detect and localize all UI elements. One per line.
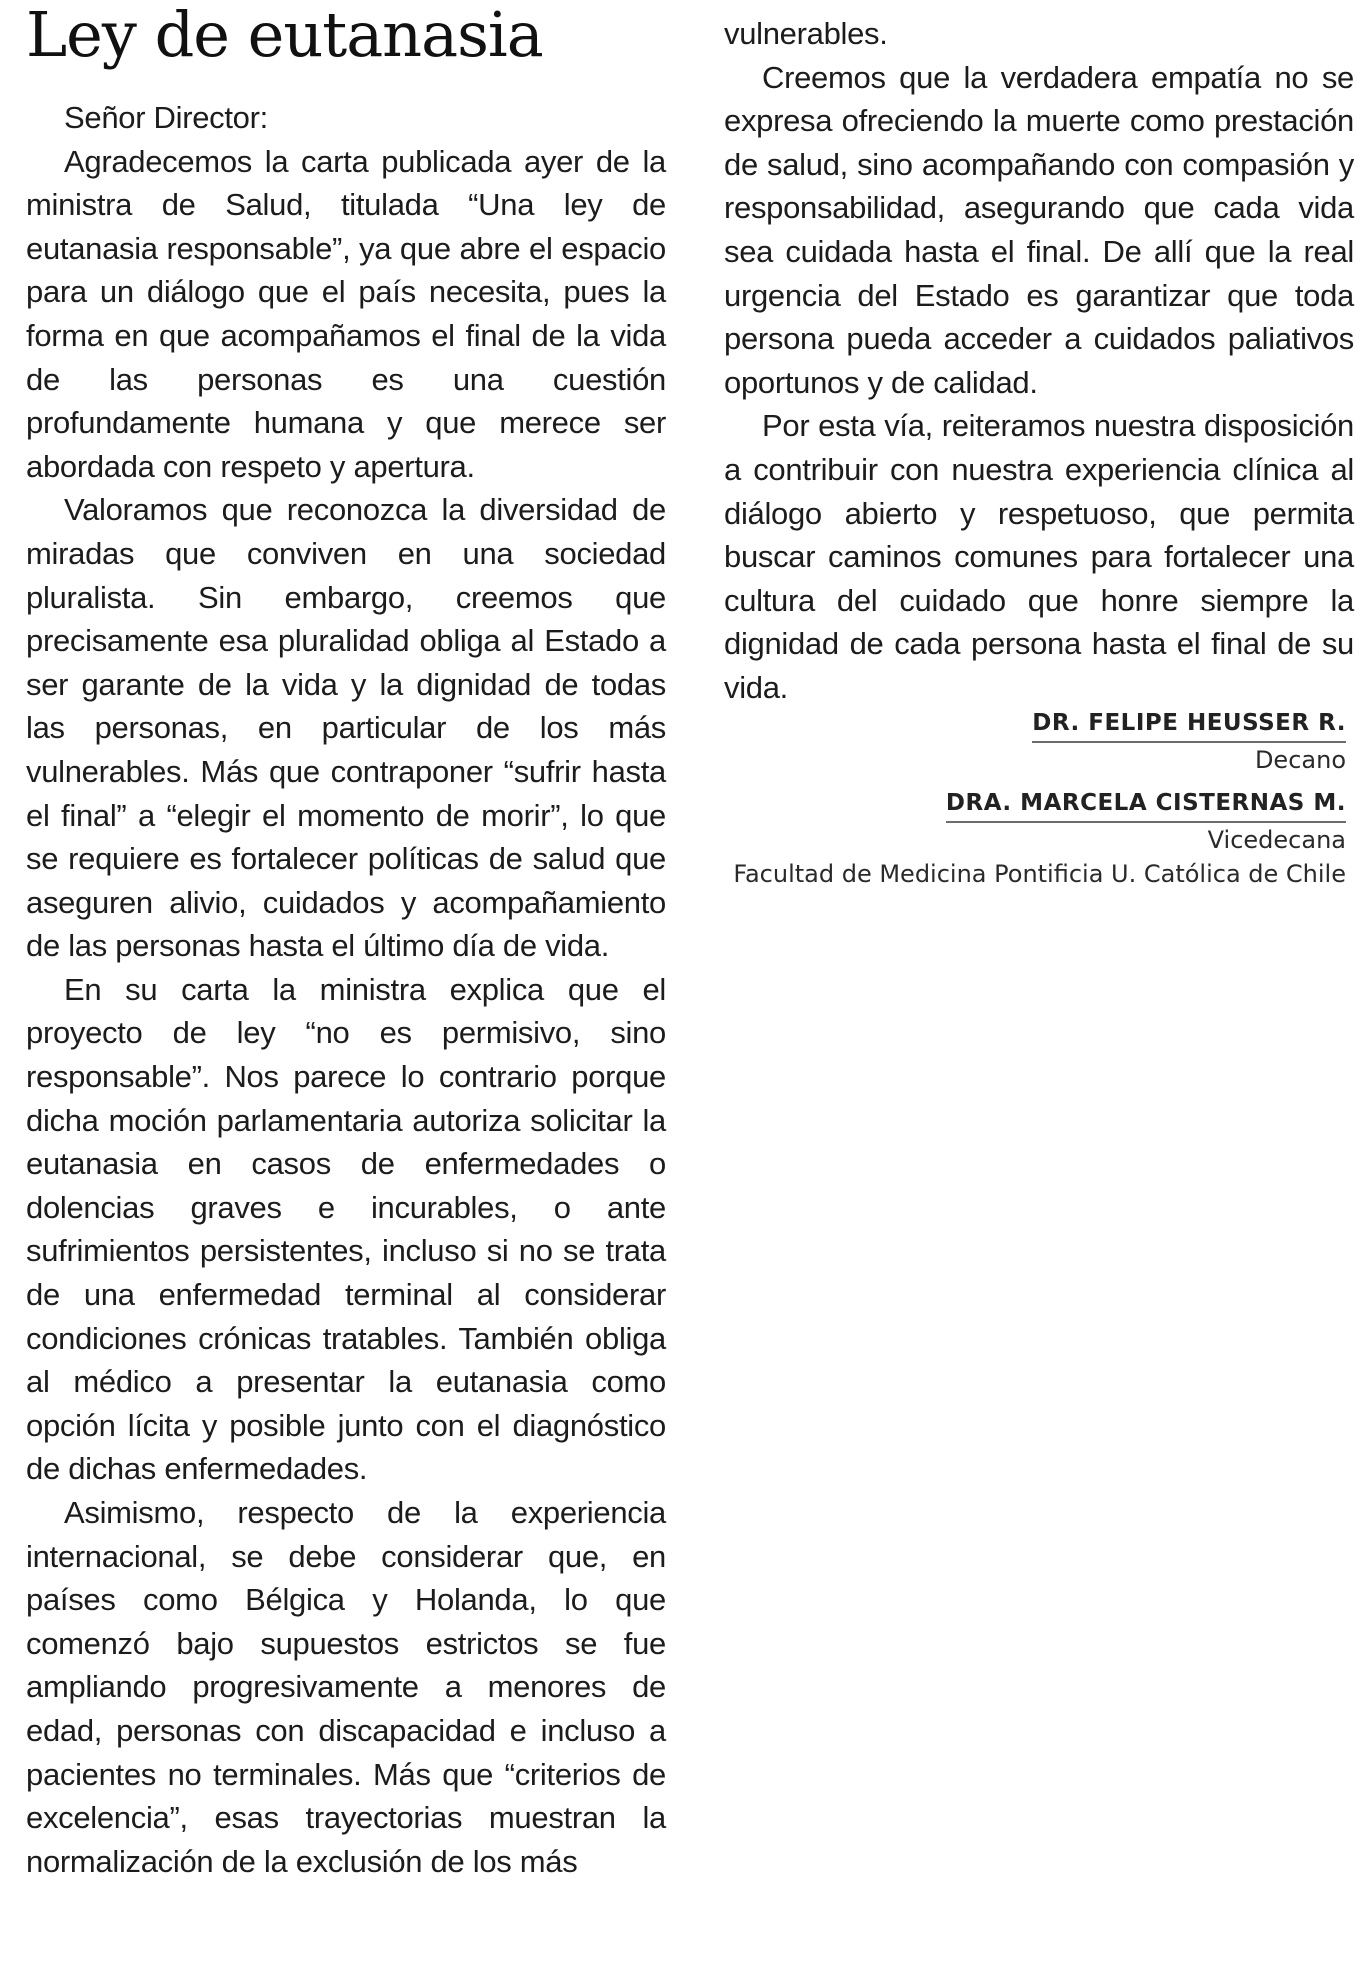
article-title: Ley de eutanasia bbox=[26, 0, 543, 71]
body-paragraph: Por esta vía, reiteramos nuestra disposición a contribuir con nuestra experiencia clínica al diálogo abierto y respetuoso, que permita buscar caminos comunes para fortalecer una cultura del cuidado que honre siempre la dignidad de cada persona hasta el final de su vida. bbox=[724, 408, 1354, 705]
body-paragraph: Agradecemos la carta publicada ayer de la ministra de Salud, titulada “Una ley de eutanasia responsable”, ya que abre el espacio para un diálogo que el país necesita, pues la forma en que acompañamos el final de la vida de las personas es una cuestión profundamente humana y que merece ser abordada con respeto y apertura. bbox=[26, 143, 666, 484]
article-column-right bbox=[724, 12, 1354, 710]
body-paragraph: Valoramos que reconozca la diversidad de miradas que conviven en una sociedad pluralista. Sin embargo, creemos que precisamente esa pluralidad obliga al Estado a ser garante de la vida y la dignidad de todas las personas, en particular de los más vulnerables. Más que contraponer “sufrir hasta el final” a “elegir el momento de morir”, lo que se requiere es fortalecer políticas de salud que aseguren alivio, cuidados y acompañamiento de las personas hasta el último día de vida. bbox=[26, 492, 666, 964]
signer-role: Decano bbox=[1254, 746, 1346, 774]
salutation: Señor Director: bbox=[64, 100, 268, 135]
continuation-text: vulnerables. bbox=[724, 16, 888, 51]
body-paragraph: En su carta la ministra explica que el proyecto de ley “no es permisivo, sino responsable”. Nos parece lo contrario porque dicha moción parlamentaria autoriza solicitar la eutanasia en casos de enfermedades o dolencias graves e incurables, o ante sufrimientos persistentes, incluso si no se trata de una enfermedad terminal al considerar condiciones crónicas tratables. También obliga al médico a presentar la eutanasia como opción lícita y posible junto con el diagnóstico de dichas enfermedades. bbox=[26, 971, 666, 1487]
signer-name: DR. FELIPE HEUSSER R. bbox=[1032, 705, 1346, 743]
body-paragraph: Asimismo, respecto de la experiencia internacional, se debe considerar que, en países como Bélgica y Holanda, lo que comenzó bajo supuestos estrictos se fue ampliando progresivamente a menores de edad, personas con discapacidad e incluso a pacientes no terminales. Más que “criterios de excelencia”, esas trayectorias muestran la normalización de la exclusión de los más bbox=[26, 1495, 666, 1879]
signature-block bbox=[706, 705, 1346, 891]
institution-name: Facultad de Medicina Pontificia U. Católica de Chile bbox=[733, 860, 1346, 888]
article-column-left bbox=[26, 96, 666, 1883]
signer-role: Vicedecana bbox=[1207, 826, 1346, 854]
body-paragraph: Creemos que la verdadera empatía no se expresa ofreciendo la muerte como prestación de salud, sino acompañando con compasión y responsabilidad, asegurando que cada vida sea cuidada hasta el final. De allí que la real urgencia del Estado es garantizar que toda persona pueda acceder a cuidados paliativos oportunos y de calidad. bbox=[724, 59, 1354, 400]
signer-name: DRA. MARCELA CISTERNAS M. bbox=[946, 785, 1346, 823]
